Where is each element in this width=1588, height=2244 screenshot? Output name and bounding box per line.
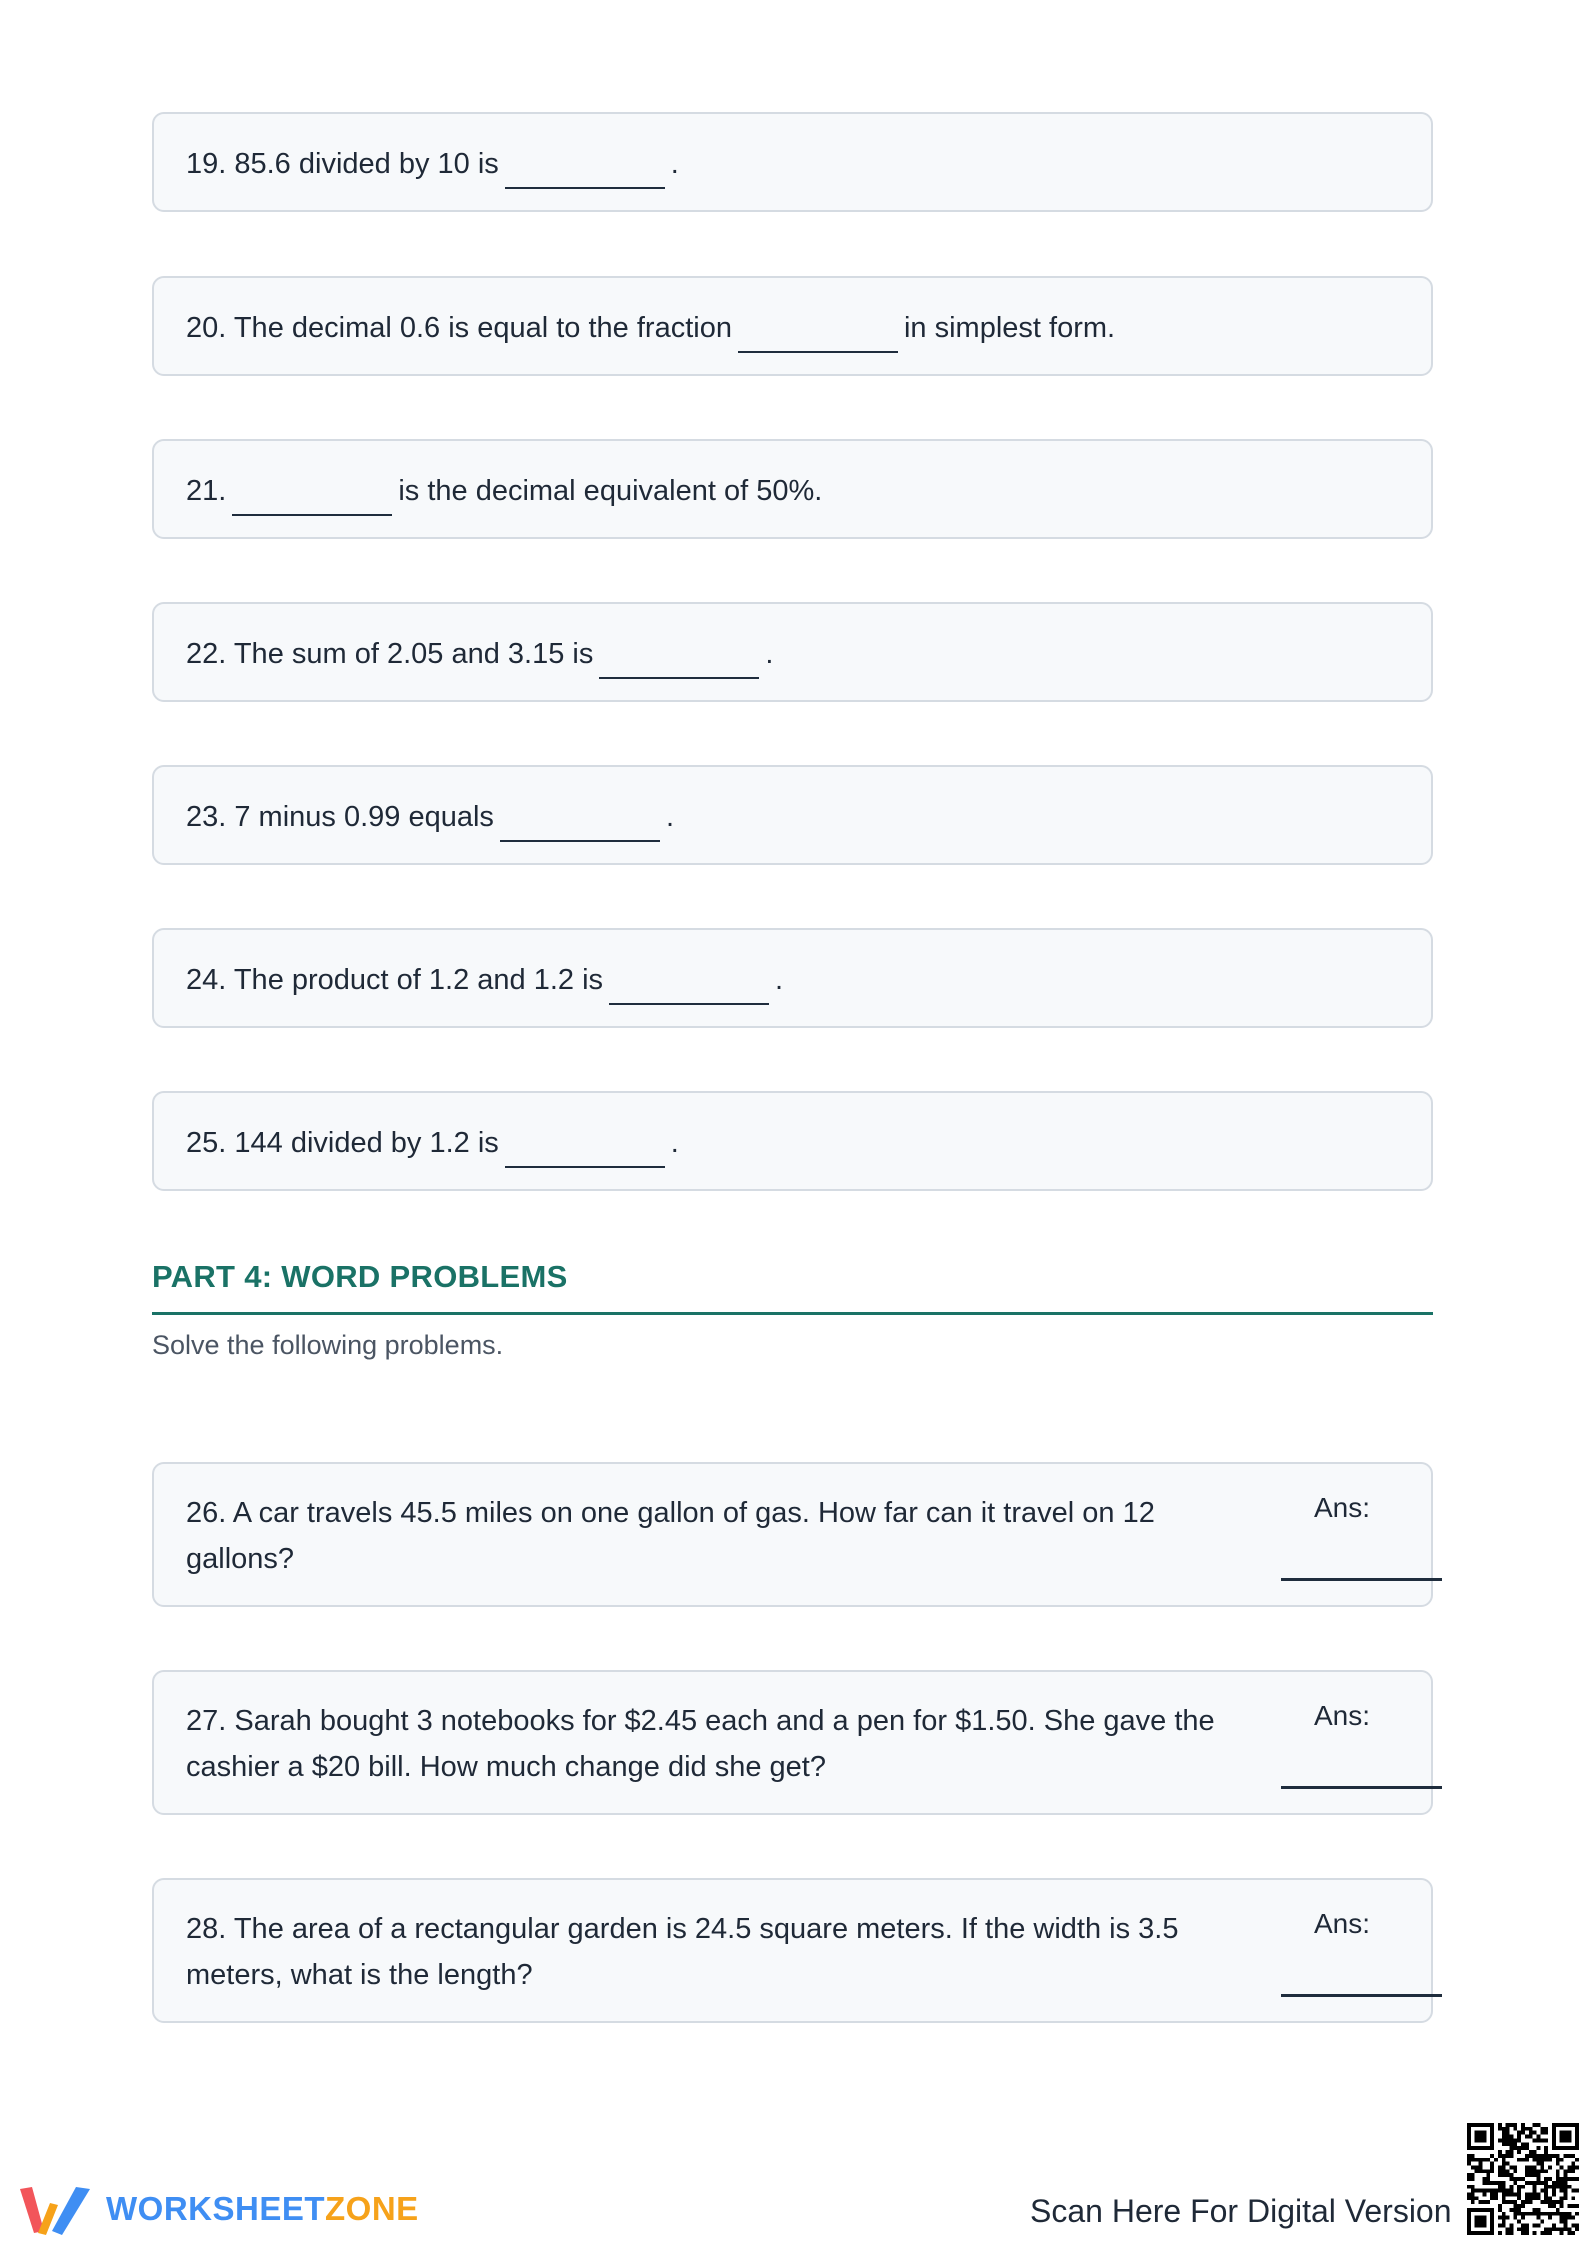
answer-blank[interactable]	[1281, 1786, 1442, 1789]
question-text: 25. 144 divided by 1.2 is	[186, 1126, 499, 1159]
answer-blank[interactable]	[500, 840, 660, 842]
question-text-end: in simplest form.	[903, 311, 1116, 344]
answer-label: Ans:	[1314, 1908, 1371, 1939]
worksheetzone-w-logo-icon	[18, 2183, 92, 2237]
question-21	[152, 439, 1433, 539]
section-divider	[152, 1312, 1433, 1315]
question-text: 23. 7 minus 0.99 equals	[186, 800, 494, 833]
answer-blank[interactable]	[738, 351, 898, 353]
question-text: 22. The sum of 2.05 and 3.15 is	[186, 637, 594, 670]
answer-label: Ans:	[1314, 1492, 1371, 1523]
brand-name	[106, 2190, 419, 2228]
question-23	[152, 765, 1433, 865]
question-19	[152, 112, 1433, 212]
qr-code-icon[interactable]	[1467, 2123, 1579, 2235]
question-22	[152, 602, 1433, 702]
brand-name-part1: WORKSHEET	[106, 2190, 325, 2227]
question-25	[152, 1091, 1433, 1191]
answer-label: Ans:	[1314, 1700, 1371, 1731]
question-text: 24. The product of 1.2 and 1.2 is	[186, 963, 604, 996]
question-text-end: .	[765, 637, 774, 670]
question-text-end: .	[670, 1126, 679, 1159]
word-problem-26	[152, 1462, 1433, 1607]
question-text-end: .	[670, 147, 679, 180]
answer-blank[interactable]	[609, 1003, 769, 1005]
question-text-end: .	[665, 800, 674, 833]
brand-name-part2: ZONE	[325, 2190, 419, 2227]
word-problem-28	[152, 1878, 1433, 2023]
section-instructions: Solve the following problems.	[152, 1330, 504, 1360]
answer-blank[interactable]	[1281, 1994, 1442, 1997]
question-text: 21.	[186, 474, 227, 507]
question-20	[152, 276, 1433, 376]
answer-blank[interactable]	[599, 677, 759, 679]
question-text: 20. The decimal 0.6 is equal to the fraction	[186, 311, 732, 344]
word-problem-text: 26. A car travels 45.5 miles on one gallon of gas. How far can it travel on 12 gallons?	[186, 1497, 1155, 1575]
scan-instruction: Scan Here For Digital Version	[1030, 2193, 1452, 2229]
question-text-end: is the decimal equivalent of 50%.	[398, 474, 823, 507]
question-text: 19. 85.6 divided by 10 is	[186, 147, 499, 180]
section-title: PART 4: WORD PROBLEMS	[152, 1259, 568, 1294]
word-problem-27	[152, 1670, 1433, 1815]
word-problem-text: 27. Sarah bought 3 notebooks for $2.45 each and a pen for $1.50. She gave the cashier a $20 bill. How much change did she get?	[186, 1705, 1215, 1783]
answer-blank[interactable]	[232, 514, 392, 516]
answer-blank[interactable]	[1281, 1578, 1442, 1581]
answer-blank[interactable]	[505, 187, 665, 189]
answer-blank[interactable]	[505, 1166, 665, 1168]
question-24	[152, 928, 1433, 1028]
question-text-end: .	[775, 963, 784, 996]
word-problem-text: 28. The area of a rectangular garden is 24.5 square meters. If the width is 3.5 meters, what is the length?	[186, 1913, 1179, 1991]
